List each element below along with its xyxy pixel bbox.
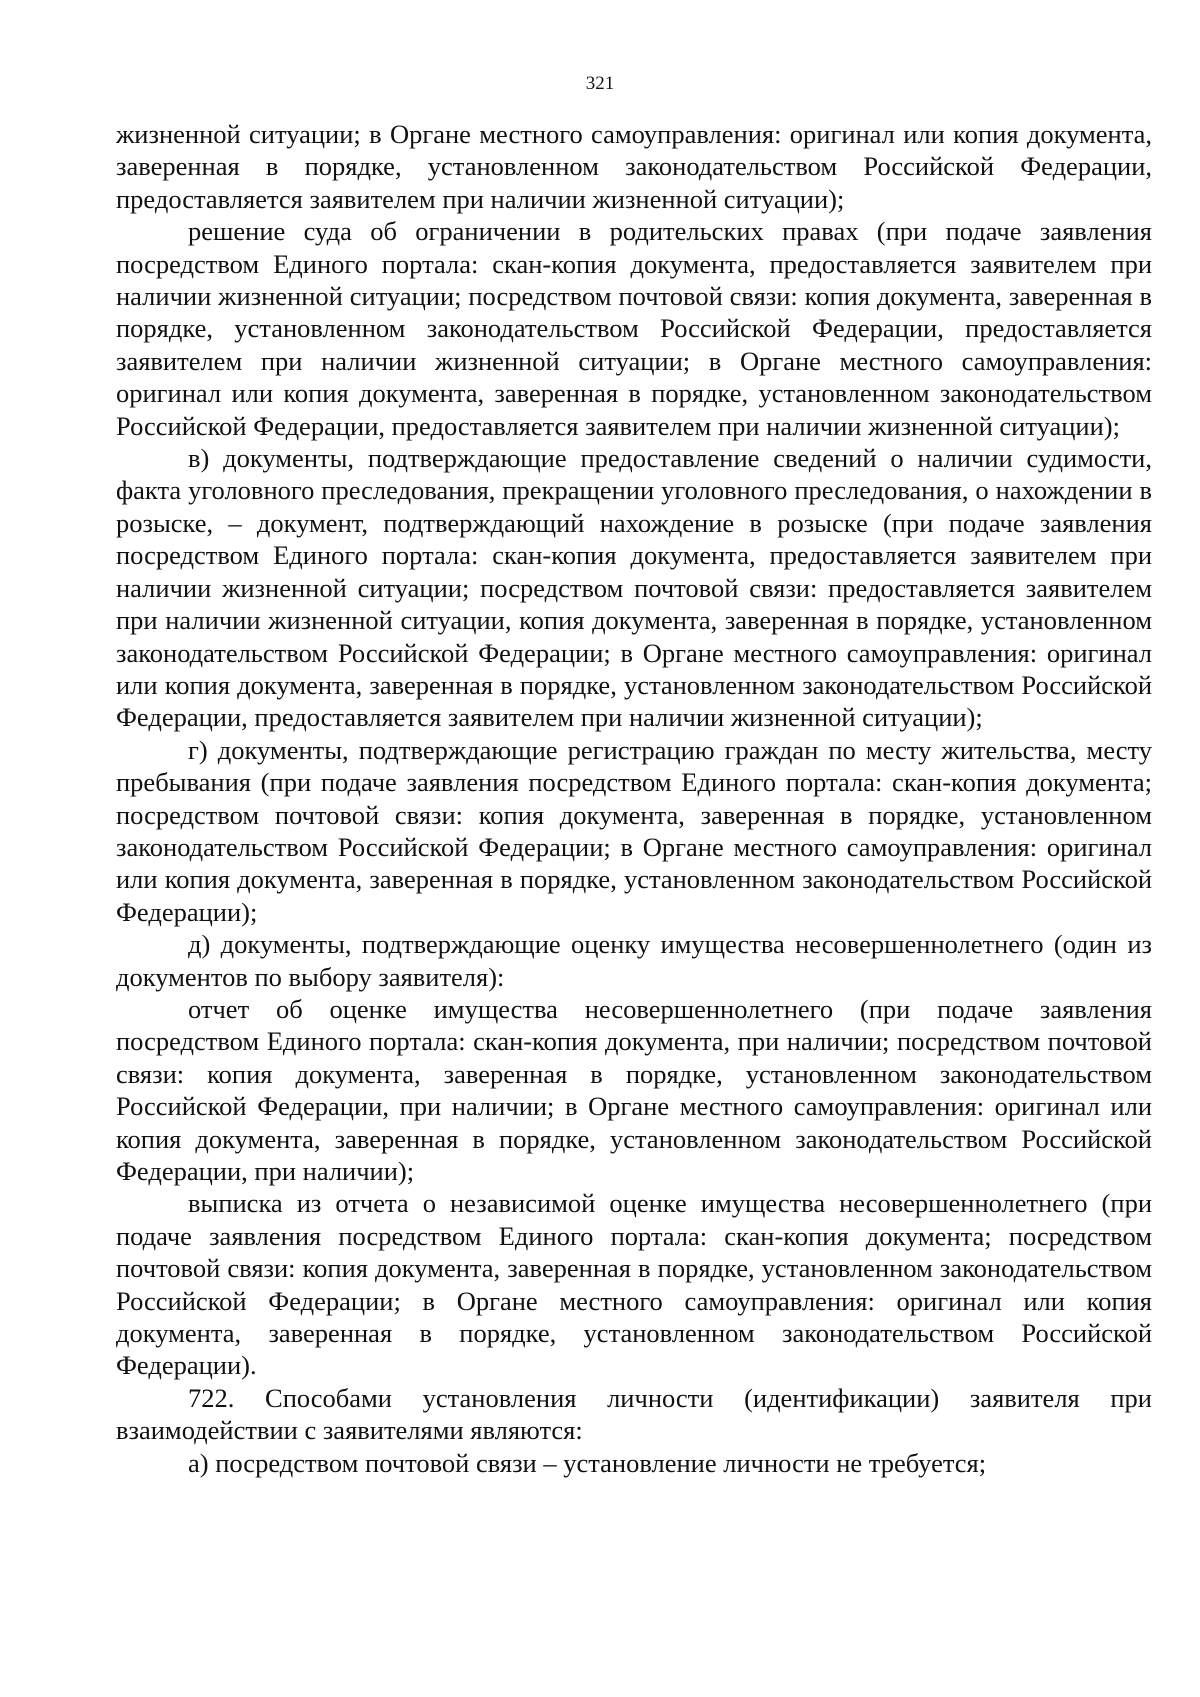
page-number: 321 xyxy=(585,73,615,94)
paragraph-item-d-property-valuation: д) документы, подтверждающие оценку имущества несовершеннолетнего (один из документов по выбору заявителя): xyxy=(116,929,1152,992)
paragraph-item-v-criminal-record: в) документы, подтверждающие предоставление сведений о наличии судимости, факта уголовного преследования, прекращении уголовного преследования, о нахождении в розыске, – документ, подтверждающий нахождение в розыске (при подаче заявления посредством Единого портала: скан-копия документа, предоставляется заявителем при наличии жизненной ситуации; посредством почтовой связи: предоставляется заявителем при наличии жизненной ситуации, копия документа, заверенная в порядке, установленном законодательством Российской Федерации; в Органе местного самоуправления: оригинал или копия документа, заверенная в порядке, установленном законодательством Российской Федерации, предоставляется заявителем при наличии жизненной ситуации); xyxy=(116,443,1152,733)
paragraph-722-identification: 722. Способами установления личности (идентификации) заявителя при взаимодействии с заявителями являются: xyxy=(116,1382,1152,1446)
paragraph-item-g-registration: г) документы, подтверждающие регистрацию граждан по месту жительства, месту пребывания (при подаче заявления посредством Единого портала: скан-копия документа; посредством почтовой связи: копия документа, заверенная в порядке, установленном законодательством Российской Федерации; в Органе местного самоуправления: оригинал или копия документа, заверенная в порядке, установленном законодательством Российской Федерации); xyxy=(116,734,1152,927)
paragraph-item-a-postal: а) посредством почтовой связи – установление личности не требуется; xyxy=(188,1447,987,1478)
paragraph-court-decision: решение суда об ограничении в родительских правах (при подаче заявления посредством Единого портала: скан-копия документа, предоставляется заявителем при наличии жизненной ситуации; посредством почтовой связи: копия документа, заверенная в порядке, установленном законодательством Российской Федерации, предоставляется заявителем при наличии жизненной ситуации; в Органе местного самоуправления: оригинал или копия документа, заверенная в порядке, установленном законодательством Российской Федерации, предоставляется заявителем при наличии жизненной ситуации); xyxy=(116,216,1152,441)
paragraph-valuation-extract: выписка из отчета о независимой оценке имущества несовершеннолетнего (при подаче заявления посредством Единого портала: скан-копия документа; посредством почтовой связи: копия документа, заверенная в порядке, установленном законодательством Российской Федерации; в Органе местного самоуправления: оригинал или копия документа, заверенная в порядке, установленном законодательством Российской Федерации). xyxy=(116,1188,1152,1381)
paragraph-continuation: жизненной ситуации; в Органе местного самоуправления: оригинал или копия документа, заверенная в порядке, установленном законодательством Российской Федерации, предоставляется заявителем при наличии жизненной ситуации); xyxy=(116,119,1152,214)
document-body xyxy=(116,118,1152,1479)
paragraph-valuation-report: отчет об оценке имущества несовершеннолетнего (при подаче заявления посредством Единого портала: скан-копия документа, при наличии; посредством почтовой связи: копия документа, заверенная в порядке, установленном законодательством Российской Федерации, при наличии; в Органе местного самоуправления: оригинал или копия документа, заверенная в порядке, установленном законодательством Российской Федерации, при наличии); xyxy=(116,993,1152,1186)
